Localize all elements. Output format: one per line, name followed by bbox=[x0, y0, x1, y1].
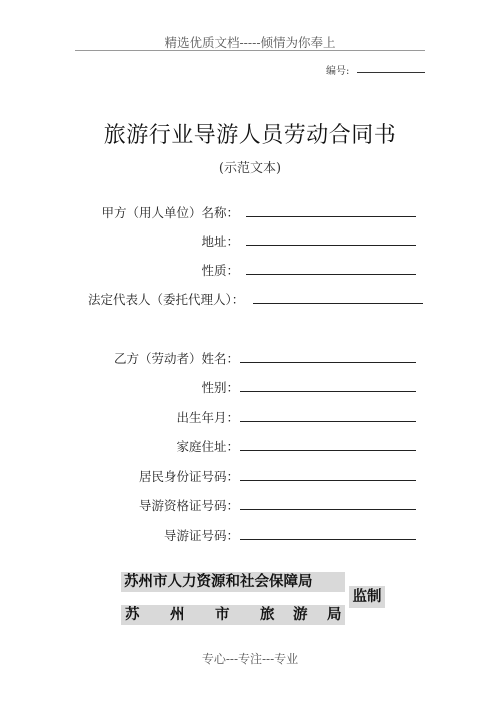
issuer-tourism-char: 局 bbox=[327, 606, 342, 623]
party-a-name-label: 甲方（用人单位）名称： bbox=[101, 205, 239, 220]
party-a-nature-label: 性质： bbox=[201, 263, 239, 278]
party-a-address-line[interactable] bbox=[246, 245, 416, 246]
number-label: 编号: bbox=[326, 66, 350, 77]
party-b-qualification-line[interactable] bbox=[240, 509, 416, 510]
party-b-name-label: 乙方（劳动者）姓名： bbox=[113, 351, 239, 366]
party-a-address-label: 地址： bbox=[201, 234, 239, 249]
header-divider bbox=[75, 50, 425, 51]
party-b-guide-cert-line[interactable] bbox=[240, 539, 416, 540]
party-a-legal-rep-line[interactable] bbox=[253, 303, 423, 304]
party-b-id-label: 居民身份证号码： bbox=[138, 469, 239, 484]
party-b-gender-line[interactable] bbox=[240, 391, 416, 392]
party-b-name-line[interactable] bbox=[240, 362, 416, 363]
number-blank-line[interactable] bbox=[357, 72, 425, 73]
issuer-tourism-char: 游 bbox=[293, 606, 308, 623]
party-b-address-line[interactable] bbox=[240, 450, 416, 451]
issuer-tourism-bureau bbox=[121, 605, 345, 625]
issuer-tourism-char: 苏 bbox=[125, 606, 140, 623]
party-b-gender-label: 性别： bbox=[201, 380, 239, 395]
header-text: 精选优质文档-----倾情为你奉上 bbox=[164, 35, 336, 50]
party-b-guide-cert-label: 导游证号码： bbox=[163, 528, 239, 543]
party-a-legal-rep-label: 法定代表人（委托代理人）： bbox=[88, 292, 245, 307]
supervise-label: 监制 bbox=[349, 586, 385, 608]
party-b-birth-line[interactable] bbox=[240, 421, 416, 422]
issuer-tourism-char: 州 bbox=[170, 606, 185, 623]
party-b-address-label: 家庭住址： bbox=[176, 439, 239, 454]
party-b-qualification-label: 导游资格证号码： bbox=[138, 498, 239, 513]
document-title: 旅游行业导游人员劳动合同书 bbox=[103, 123, 397, 148]
party-a-nature-line[interactable] bbox=[246, 274, 416, 275]
issuer-tourism-char: 旅 bbox=[260, 606, 275, 623]
party-b-id-line[interactable] bbox=[240, 480, 416, 481]
document-subtitle: (示范文本) bbox=[218, 161, 282, 176]
party-a-name-line[interactable] bbox=[246, 216, 416, 217]
issuer-tourism-char: 市 bbox=[215, 606, 230, 623]
footer-text: 专心---专注---专业 bbox=[201, 652, 299, 666]
issuer-hrss-bureau: 苏州市人力资源和社会保障局 bbox=[121, 572, 345, 592]
party-b-birth-label: 出生年月： bbox=[176, 410, 239, 425]
